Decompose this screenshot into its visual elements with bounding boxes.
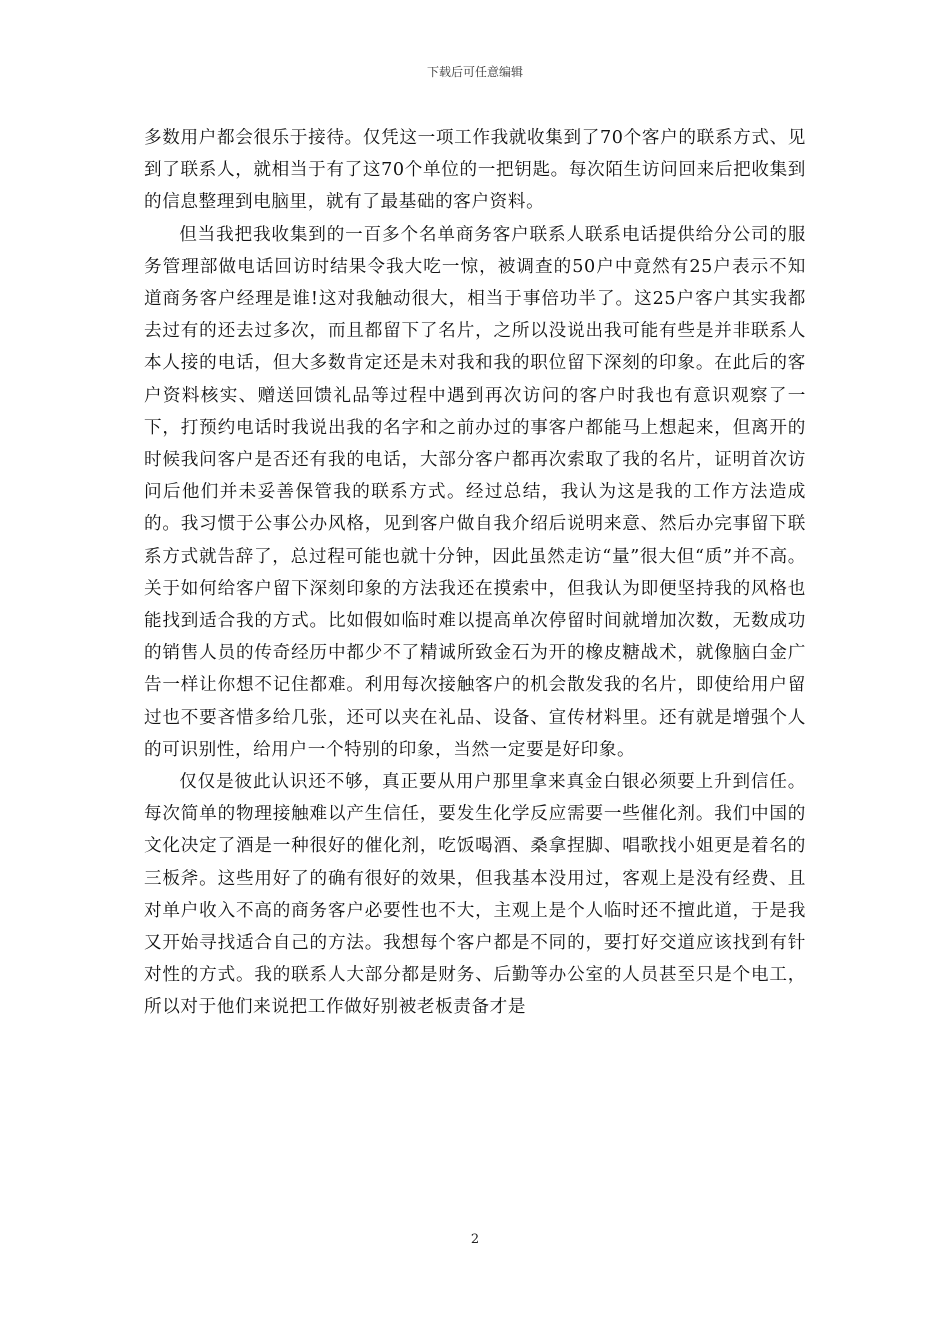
paragraph-3: 仅仅是彼此认识还不够，真正要从用户那里拿来真金白银必须要上升到信任。每次简单的物理接触难以产生信任，要发生化学反应需要一些催化剂。我们中国的文化决定了酒是一种很好的催化剂，吃饭喝酒、桑拿捏脚、唱歌找小姐更是着名的三板斧。这些用好了的确有很好的效果，但我基本没用过，客观上是没有经费、且对单户收入不高的商务客户必要性也不大，主观上是个人临时还不擅此道，于是我又开始寻找适合自己的方法。我想每个客户都是不同的，要打好交道应该找到有针对性的方式。我的联系人大部分都是财务、后勤等办公室的人员甚至只是个电工，所以对于他们来说把工作做好别被老板责备才是 <box>144 772 806 1018</box>
paragraph-1: 多数用户都会很乐于接待。仅凭这一项工作我就收集到了70个客户的联系方式、见到了联系人，就相当于有了这70个单位的一把钥匙。每次陌生访问回来后把收集到的信息整理到电脑里，就有了最基础的客户资料。 <box>144 128 806 213</box>
page-header: 下载后可任意编辑 <box>426 65 523 79</box>
paragraph-2: 但当我把我收集到的一百多个名单商务客户联系人联系电话提供给分公司的服务管理部做电话回访时结果令我大吃一惊，被调查的50户中竟然有25户表示不知道商务客户经理是谁!这对我触动很大，相当于事倍功半了。这25户客户其实我都去过有的还去过多次，而且都留下了名片，之所以没说出我可能有些是并非联系人本人接的电话，但大多数肯定还是未对我和我的职位留下深刻的印象。在此后的客户资料核实、赠送回馈礼品等过程中遇到再次访问的客户时我也有意识观察了一下，打预约电话时我说出我的名字和之前办过的事客户都能马上想起来，但离开的时候我问客户是否还有我的电话，大部分客户都再次索取了我的名片，证明首次访问后他们并未妥善保管我的联系方式。经过总结，我认为这是我的工作方法造成的。我习惯于公事公办风格，见到客户做自我介绍后说明来意、然后办完事留下联系方式就告辞了，总过程可能也就十分钟，因此虽然走访“量”很大但“质”并不高。关于如何给客户留下深刻印象的方法我还在摸索中，但我认为即便坚持我的风格也能找到适合我的方式。比如假如临时难以提高单次停留时间就增加次数，无数成功的销售人员的传奇经历中都少不了精诚所致金石为开的橡皮糖战术，就像脑白金广告一样让你想不记住都难。利用每次接触客户的机会散发我的名片，即使给用户留过也不要吝惜多给几张，还可以夹在礼品、设备、宣传材料里。还有就是增强个人的可识别性，给用户一个特别的印象，当然一定要是好印象。 <box>144 224 806 760</box>
document-body <box>144 122 806 1024</box>
page-number: 2 <box>470 1232 480 1247</box>
